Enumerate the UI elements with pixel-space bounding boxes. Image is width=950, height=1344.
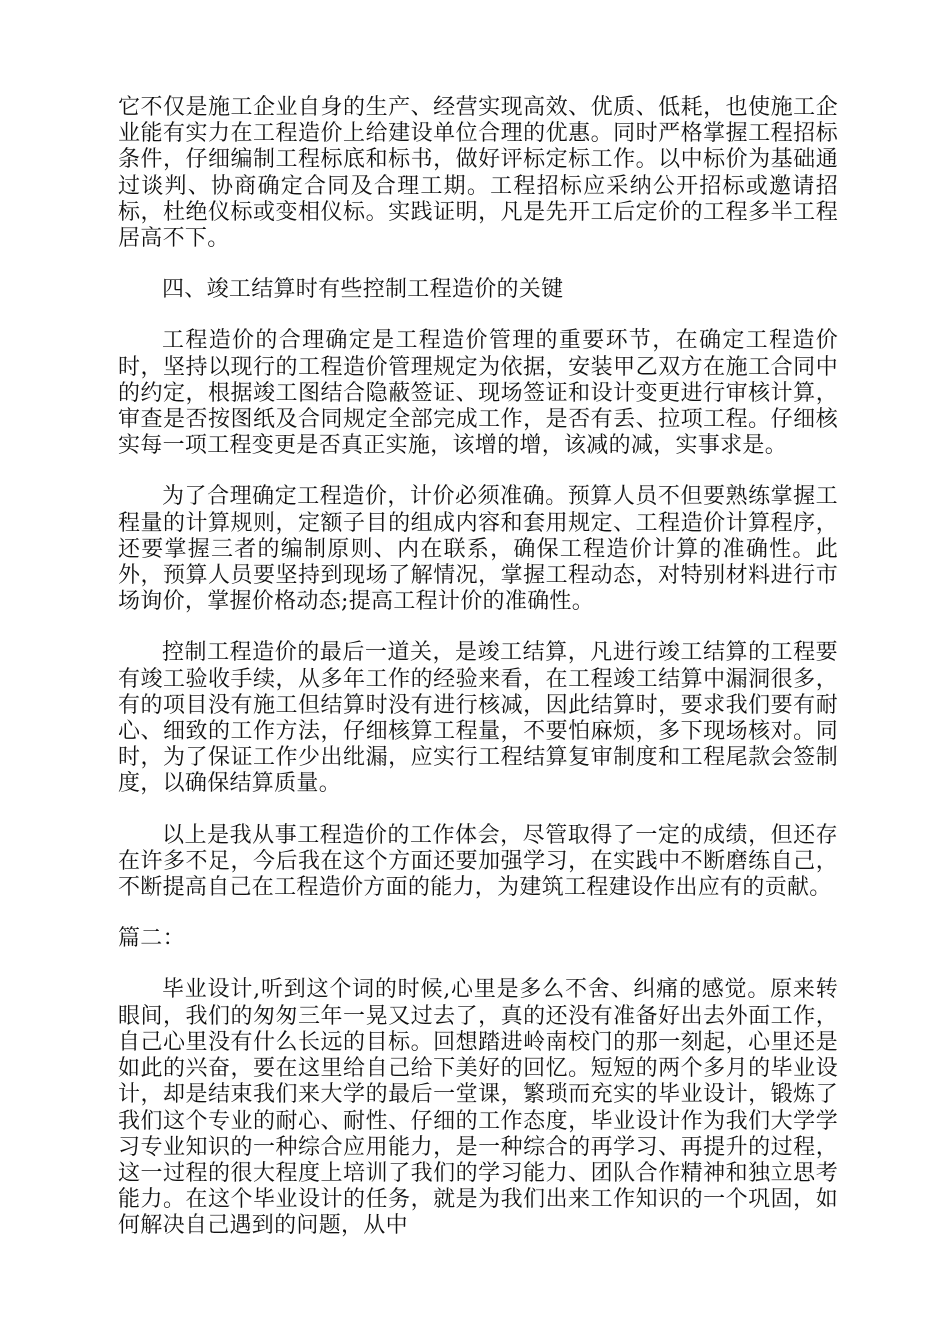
paragraph-3: 为了合理确定工程造价，计价必须准确。预算人员不但要熟练掌握工程量的计算规则，定额子目的组成内容和套用规定、工程造价计算程序，还要掌握三者的编制原则、内在联系，确保工程造价计算的准确性。此外，预算人员要坚持到现场了解情况，掌握工程动态，对特别材料进行市场询价，掌握价格动态;提高工程计价的准确性。 <box>118 484 838 615</box>
paragraph-1: 它不仅是施工企业自身的生产、经营实现高效、优质、低耗，也使施工企业能有实力在工程造价上给建设单位合理的优惠。同时严格掌握工程招标条件，仔细编制工程标底和标书，做好评标定标工作。以中标价为基础通过谈判、协商确定合同及合理工期。工程招标应采纳公开招标或邀请招标，杜绝仪标或变相仪标。实践证明，凡是先开工后定价的工程多半工程居高不下。 <box>118 95 838 252</box>
paragraph-6: 毕业设计,听到这个词的时候,心里是多么不舍、纠痛的感觉。原来转眼间，我们的匆匆三年一晃又过去了，真的还没有准备好出去外面工作，自己心里没有什么长远的目标。回想踏进岭南校门的那一刻起，心里还是如此的兴奋，要在这里给自己给下美好的回忆。短短的两个多月的毕业设计，却是结束我们来大学的最后一堂课，繁琐而充实的毕业设计，锻炼了我们这个专业的耐心、耐性、仔细的工作态度，毕业设计作为我们大学学习专业知识的一种综合应用能力，是一种综合的再学习、再提升的过程，这一过程的很大程度上培训了我们的学习能力、团队合作精神和独立思考能力。在这个毕业设计的任务，就是为我们出来工作知识的一个巩固，如何解决自己遇到的问题，从中 <box>118 977 838 1239</box>
part-label: 篇二： <box>118 926 185 952</box>
paragraph-4: 控制工程造价的最后一道关，是竣工结算，凡进行竣工结算的工程要有竣工验收手续，从多年工作的经验来看，在工程竣工结算中漏洞很多，有的项目没有施工但结算时没有进行核减，因此结算时，要求我们要有耐心、细致的工作方法，仔细核算工程量，不要怕麻烦，多下现场核对。同时，为了保证工作少出纰漏，应实行工程结算复审制度和工程尾款会签制度，以确保结算质量。 <box>118 640 838 797</box>
paragraph-5: 以上是我从事工程造价的工作体会，尽管取得了一定的成绩，但还存在许多不足，今后我在这个方面还要加强学习，在实践中不断磨练自己，不断提高自己在工程造价方面的能力，为建筑工程建设作出应有的贡献。 <box>118 822 838 901</box>
section-heading: 四、竣工结算时有些控制工程造价的关键 <box>162 277 564 303</box>
document-body <box>118 95 838 1265</box>
paragraph-2: 工程造价的合理确定是工程造价管理的重要环节，在确定工程造价时，坚持以现行的工程造价管理规定为依据，安装甲乙双方在施工合同中的约定，根据竣工图结合隐蔽签证、现场签证和设计变更进行审核计算，审查是否按图纸及合同规定全部完成工作，是否有丢、拉项工程。仔细核实每一项工程变更是否真正实施，该增的增，该减的减，实事求是。 <box>118 328 838 459</box>
